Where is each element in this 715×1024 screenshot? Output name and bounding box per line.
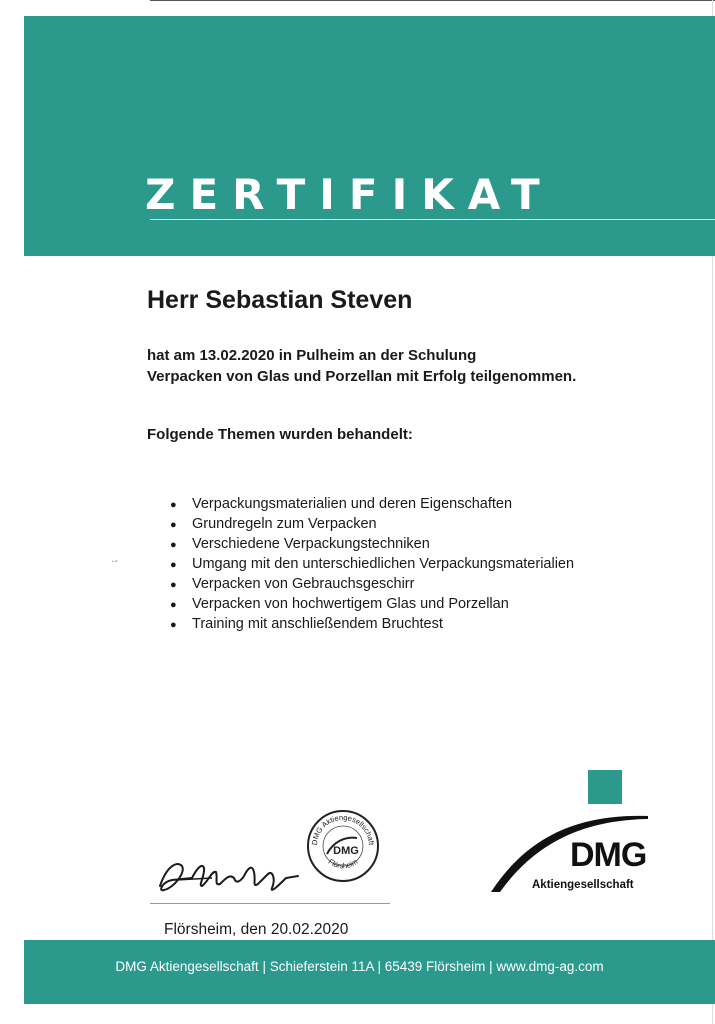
svg-text:DMG Aktiengesellschaft [310, 813, 376, 846]
list-item [170, 494, 574, 514]
bullet-icon: ● [170, 619, 177, 631]
list-item [170, 514, 574, 534]
list-item [170, 574, 574, 594]
logo-square-icon [588, 770, 622, 804]
bullet-icon: ● [170, 499, 177, 511]
bullet-icon: ● [170, 519, 177, 531]
topic-text: Verpacken von hochwertigem Glas und Porzellan [192, 596, 509, 612]
seal-text-top: DMG Aktiengesellschaft [309, 812, 376, 846]
topic-text: Verschiedene Verpackungstechniken [192, 536, 430, 552]
handwritten-signature [152, 848, 302, 898]
logo-subtitle: Aktiengesellschaft [532, 879, 634, 891]
statement-line-2: Verpacken von Glas und Porzellan mit Erfolg teilgenommen. [147, 368, 577, 385]
topic-text: Verpacken von Gebrauchsgeschirr [192, 576, 415, 592]
scan-edge-top [150, 0, 715, 1]
svg-text:Flörsheim [327, 857, 360, 870]
topic-text: Verpackungsmaterialien und deren Eigenschaften [192, 496, 513, 512]
bullet-icon: ● [170, 559, 177, 571]
statement-line-1: hat am 13.02.2020 in Pulheim an der Schulung [147, 347, 477, 364]
footer-address: DMG Aktiengesellschaft | Schieferstein 11A | 65439 Flörsheim | www.dmg-ag.com [115, 959, 604, 974]
logo-name: DMG [570, 836, 647, 874]
bullet-icon: ● [170, 539, 177, 551]
topic-text: Umgang mit den unterschiedlichen Verpackungsmaterialien [192, 556, 575, 572]
seal-text-bottom: Flörsheim [326, 856, 360, 871]
list-item [170, 554, 574, 574]
title-divider [150, 219, 715, 220]
topics-heading: Folgende Themen wurden behandelt: [147, 426, 413, 443]
bullet-icon: ● [170, 579, 177, 591]
certificate-title: ZERTIFIKAT [145, 170, 554, 219]
seal-text-center: DMG [333, 845, 359, 857]
topics-list [170, 494, 574, 634]
footer-band [24, 940, 715, 1004]
header-band [24, 16, 715, 256]
signature-line [150, 903, 390, 904]
topic-text: Training mit anschließendem Bruchtest [192, 616, 443, 632]
recipient-name: Herr Sebastian Steven [147, 286, 413, 314]
company-seal [305, 808, 381, 884]
bullet-icon: ● [170, 599, 177, 611]
participation-statement [147, 345, 687, 387]
scan-speck: ·‐ [111, 556, 118, 567]
list-item [170, 594, 574, 614]
dmg-logo [488, 770, 648, 895]
place-and-date: Flörsheim, den 20.02.2020 [164, 921, 349, 938]
list-item [170, 614, 574, 634]
list-item [170, 534, 574, 554]
topic-text: Grundregeln zum Verpacken [192, 516, 377, 532]
